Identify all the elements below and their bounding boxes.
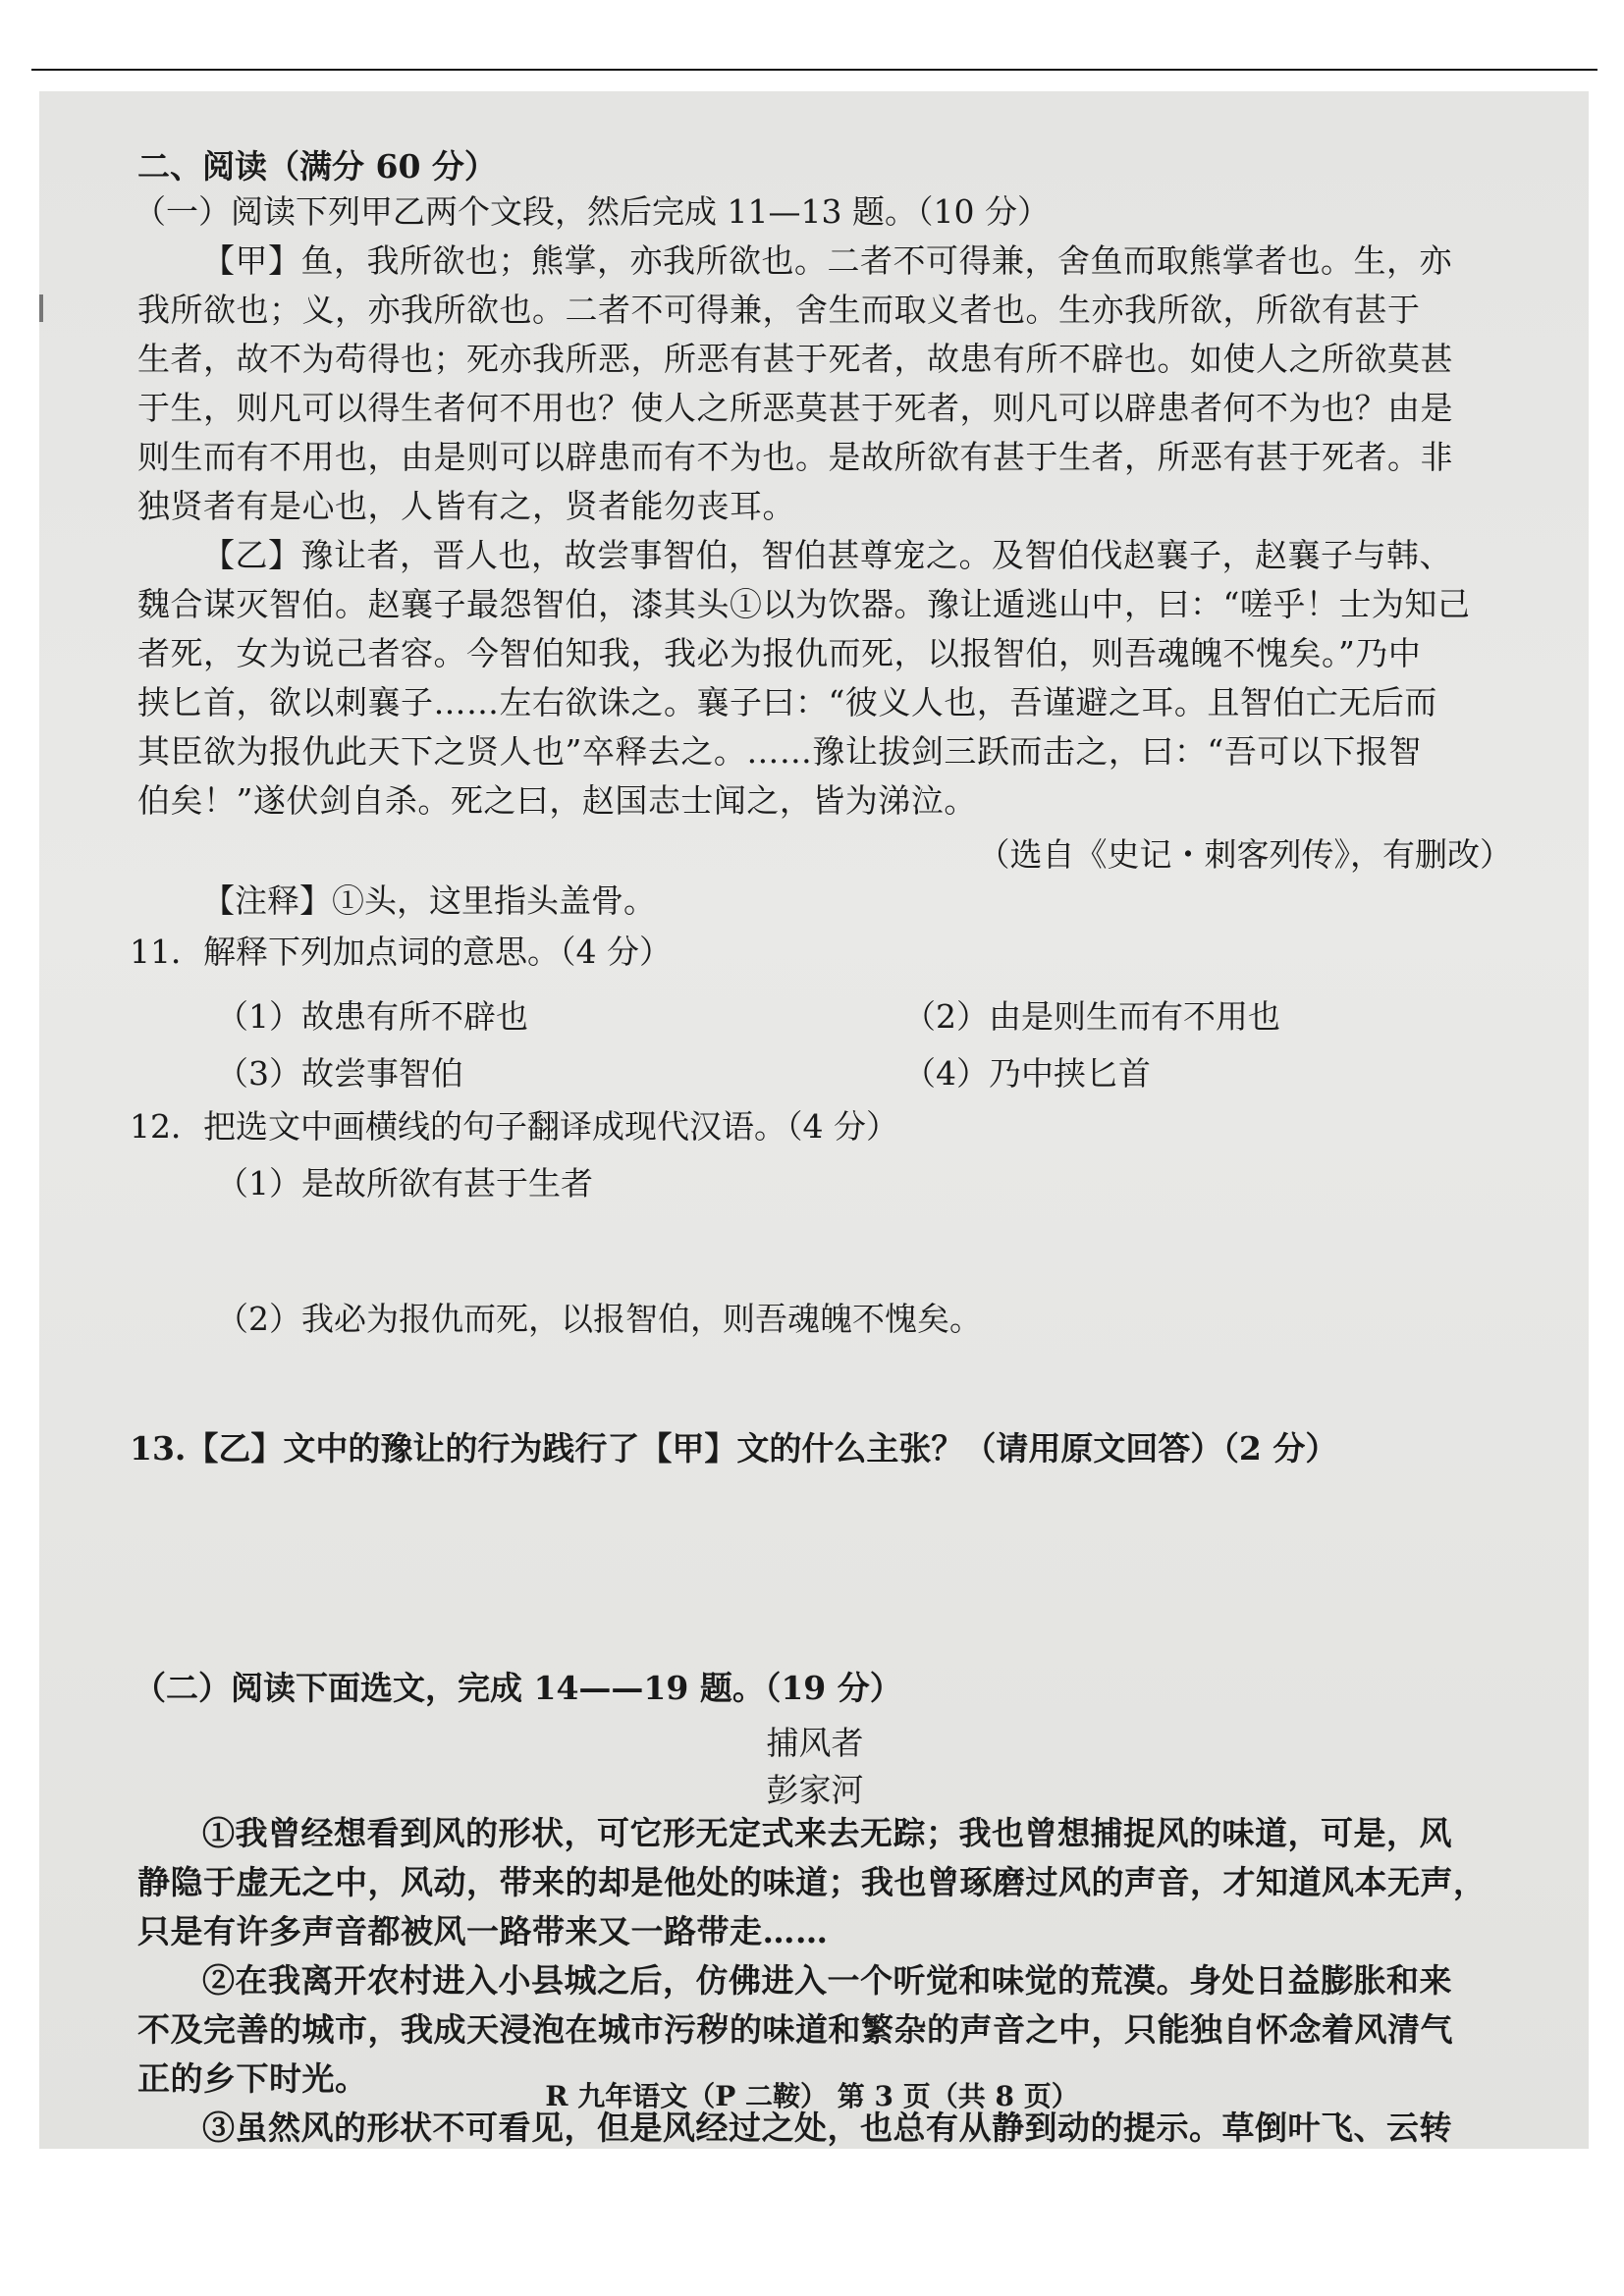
q12-item-1: （1）是故所欲有甚于生者	[216, 1164, 593, 1202]
section-title: 二、阅读（满分 60 分）	[137, 147, 497, 186]
jia-line-5: 则生而有不用也，由是则可以辟患而有不为也。是故所欲有甚于生者，所恶有甚于死者。非	[137, 438, 1453, 476]
yi-line-1: 【乙】豫让者，晋人也，故尝事智伯，智伯甚尊宠之。及智伯伐赵襄子，赵襄子与韩、	[202, 536, 1452, 574]
q11-stem: 11．解释下列加点词的意思。（4 分）	[130, 933, 672, 971]
q11-item-1: （1）故患有所不辟也	[216, 997, 528, 1036]
q11-item-4: （4）乃中挟匕首	[903, 1054, 1151, 1093]
yi-line-2: 魏合谋灭智伯。赵襄子最怨智伯，漆其头①以为饮器。豫让遁逃山中，曰：“嗟乎！士为知己	[137, 585, 1471, 623]
paragraph-1-line-1: ①我曾经想看到风的形状，可它形无定式来去无踪；我也曾想捕捉风的味道，可是，风	[202, 1814, 1452, 1852]
jia-line-6: 独贤者有是心也，人皆有之，贤者能勿丧耳。	[137, 487, 795, 525]
jia-line-1: 【甲】鱼，我所欲也；熊掌，亦我所欲也。二者不可得兼，舍鱼而取熊掌者也。生，亦	[202, 241, 1452, 280]
q12-item-2: （2）我必为报仇而死，以报智伯，则吾魂魄不愧矣。	[216, 1300, 982, 1338]
scan-margin-mark	[39, 294, 43, 322]
jia-line-3: 生者，故不为苟得也；死亦我所恶，所恶有甚于死者，故患有所不辟也。如使人之所欲莫甚	[137, 340, 1453, 378]
part1-heading: （一）阅读下列甲乙两个文段，然后完成 11—13 题。（10 分）	[134, 192, 1050, 231]
jia-line-4: 于生，则凡可以得生者何不用也？使人之所恶莫甚于死者，则凡可以辟患者何不为也？由是	[137, 389, 1453, 427]
q11-item-3: （3）故尝事智伯	[216, 1054, 463, 1093]
jia-line-2: 我所欲也；义，亦我所欲也。二者不可得兼，舍生而取义者也。生亦我所欲，所欲有甚于	[137, 291, 1421, 329]
q13-stem: 13.【乙】文中的豫让的行为践行了【甲】文的什么主张？（请用原文回答）（2 分）	[130, 1429, 1338, 1468]
yi-line-4: 挟匕首，欲以刺襄子……左右欲诛之。襄子曰：“彼义人也，吾谨避之耳。且智伯亡无后而	[137, 683, 1437, 721]
article-author: 彭家河	[766, 1771, 864, 1809]
paragraph-2-line-3: 正的乡下时光。	[137, 2059, 368, 2098]
paragraph-1-line-3: 只是有许多声音都被风一路带来又一路带走……	[137, 1912, 829, 1950]
yi-line-6: 伯矣！”遂伏剑自杀。死之曰，赵国志士闻之，皆为涕泣。	[137, 781, 977, 820]
q12-stem: 12．把选文中画横线的句子翻译成现代汉语。（4 分）	[130, 1107, 898, 1146]
paragraph-1-line-2: 静隐于虚无之中，风动，带来的却是他处的味道；我也曾琢磨过风的声音，才知道风本无声，	[137, 1863, 1487, 1901]
yi-line-5: 其臣欲为报仇此天下之贤人也”卒释去之。……豫让拔剑三跃而击之，曰：“吾可以下报智	[137, 732, 1422, 771]
article-title: 捕风者	[766, 1724, 864, 1762]
top-rule	[31, 69, 1597, 71]
paragraph-2-line-1: ②在我离开农村进入小县城之后，仿佛进入一个听觉和味觉的荒漠。身处日益膨胀和来	[202, 1961, 1452, 2000]
annotation-note: 【注释】①头，这里指头盖骨。	[202, 881, 656, 920]
paragraph-3-line-1: ③虽然风的形状不可看见，但是风经过之处，也总有从静到动的提示。草倒叶飞、云转	[202, 2109, 1452, 2147]
part2-heading: （二）阅读下面选文，完成 14——19 题。（19 分）	[134, 1669, 902, 1707]
paragraph-2-line-2: 不及完善的城市，我成天浸泡在城市污秽的味道和繁杂的声音之中，只能独自怀念着风清气	[137, 2010, 1453, 2049]
q11-item-2: （2）由是则生而有不用也	[903, 997, 1280, 1036]
yi-line-3: 者死，女为说己者容。今智伯知我，我必为报仇而死，以报智伯，则吾魂魄不愧矣。”乃中	[137, 634, 1422, 672]
page-footer: R 九年语文（P 二鞍） 第 3 页（共 8 页）	[545, 2080, 1079, 2112]
passage-source: （选自《史记・刺客列传》，有删改）	[977, 835, 1512, 874]
